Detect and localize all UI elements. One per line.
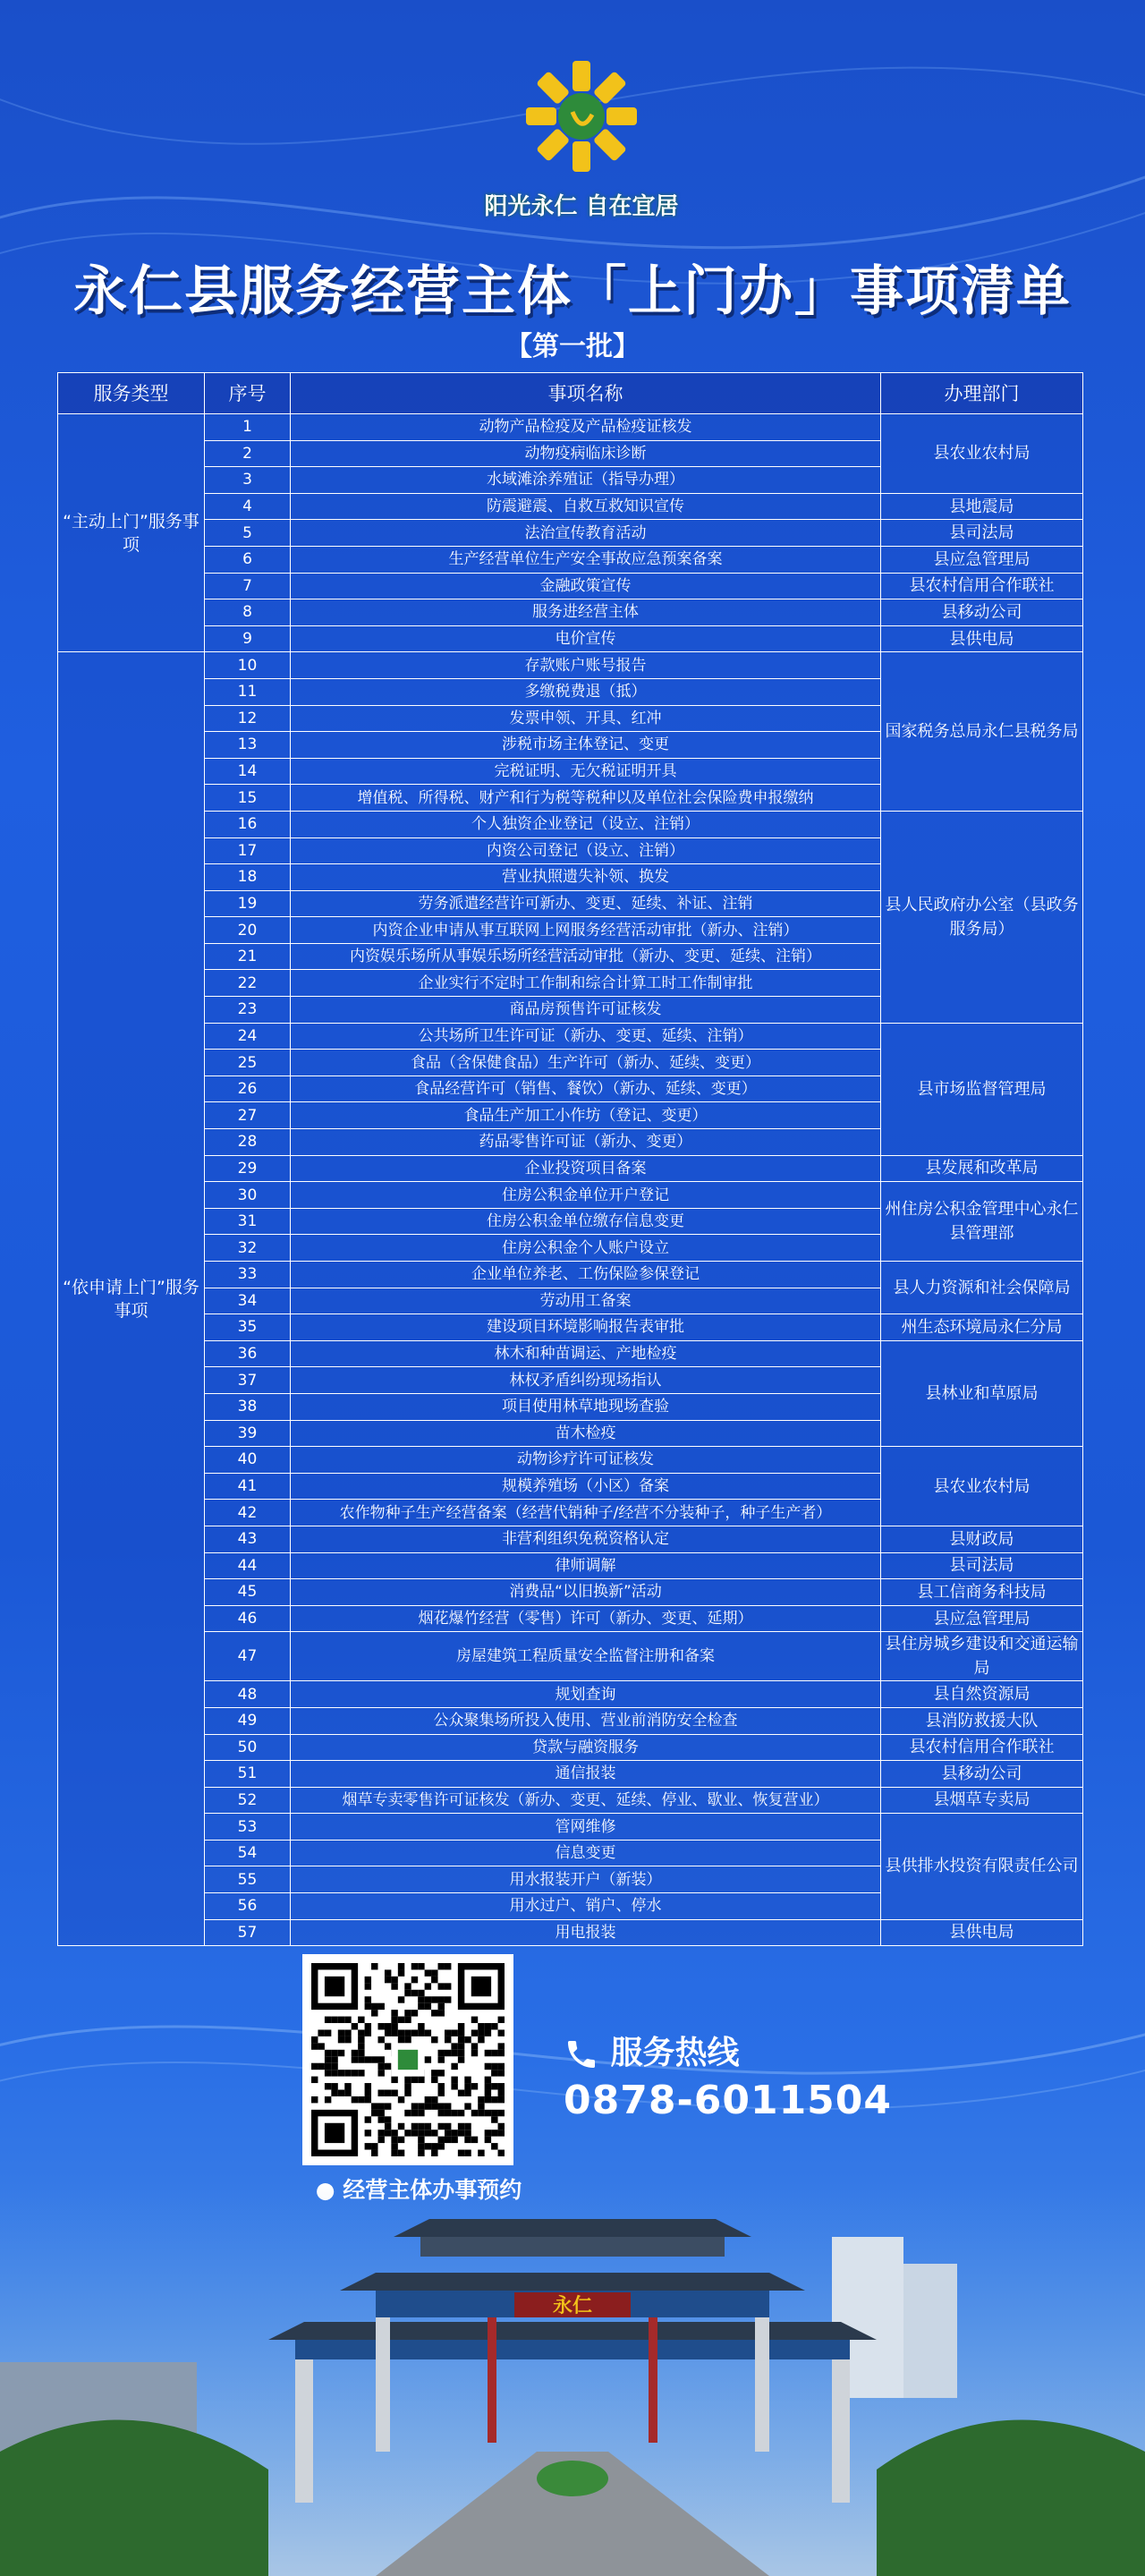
- hotline-label: [564, 2028, 740, 2073]
- table-row: [58, 1814, 1083, 1841]
- department-cell: 县农业农村局: [881, 414, 1083, 494]
- building: [903, 2264, 957, 2398]
- item-name: 建设项目环境影响报告表审批: [291, 1314, 881, 1341]
- item-name: 林权矛盾纠纷现场指认: [291, 1367, 881, 1394]
- item-name: 管网维修: [291, 1814, 881, 1841]
- item-name: 住房公积金单位缴存信息变更: [291, 1208, 881, 1235]
- item-name: 非营利组织免税资格认定: [291, 1526, 881, 1552]
- table-row: [58, 1919, 1083, 1946]
- row-number: 1: [205, 414, 291, 441]
- row-number: 38: [205, 1393, 291, 1420]
- row-number: 13: [205, 732, 291, 759]
- item-name: 企业投资项目备案: [291, 1155, 881, 1182]
- row-number: 22: [205, 970, 291, 997]
- item-name: 烟花爆竹经营（零售）许可（新办、变更、延期）: [291, 1605, 881, 1632]
- table-row: [58, 414, 1083, 441]
- hotline-label-text: 服务热线: [610, 2035, 740, 2071]
- row-number: 7: [205, 573, 291, 599]
- item-name: 通信报装: [291, 1761, 881, 1788]
- row-number: 44: [205, 1552, 291, 1579]
- phone-icon: [564, 2036, 599, 2072]
- item-name: 用水过户、销户、停水: [291, 1893, 881, 1920]
- department-cell: 县人民政府办公室（县政务服务局）: [881, 811, 1083, 1023]
- table-row: [58, 1787, 1083, 1814]
- table-row: [58, 1707, 1083, 1734]
- item-name: 内资娱乐场所从事娱乐场所经营活动审批（新办、变更、延续、注销）: [291, 943, 881, 970]
- department-cell: 县农村信用合作联社: [881, 1734, 1083, 1761]
- header-item-name: 事项名称: [291, 373, 881, 414]
- service-table: [57, 372, 1083, 1946]
- row-number: 14: [205, 758, 291, 785]
- row-number: 45: [205, 1579, 291, 1606]
- department-cell: 县移动公司: [881, 1761, 1083, 1788]
- item-name: 农作物种子生产经营备案（经营代销种子/经营不分装种子，种子生产者）: [291, 1500, 881, 1526]
- item-name: 多缴税费退（抵）: [291, 678, 881, 705]
- department-cell: 县自然资源局: [881, 1681, 1083, 1708]
- item-name: 食品生产加工小作坊（登记、变更）: [291, 1102, 881, 1129]
- row-number: 50: [205, 1734, 291, 1761]
- row-number: 30: [205, 1182, 291, 1209]
- department-cell: 县人力资源和社会保障局: [881, 1262, 1083, 1314]
- department-cell: 县消防救援大队: [881, 1707, 1083, 1734]
- table-row: [58, 1314, 1083, 1341]
- table-row: [58, 573, 1083, 599]
- table-row: [58, 1761, 1083, 1788]
- table-row: [58, 625, 1083, 652]
- row-number: 18: [205, 864, 291, 891]
- table-row: [58, 1023, 1083, 1050]
- department-cell: 县市场监督管理局: [881, 1023, 1083, 1155]
- table-row: [58, 811, 1083, 837]
- row-number: 56: [205, 1893, 291, 1920]
- service-table-container: [57, 372, 1082, 1946]
- row-number: 53: [205, 1814, 291, 1841]
- department-cell: 县应急管理局: [881, 546, 1083, 573]
- row-number: 52: [205, 1787, 291, 1814]
- row-number: 31: [205, 1208, 291, 1235]
- header-number: 序号: [205, 373, 291, 414]
- item-name: 动物产品检疫及产品检疫证核发: [291, 414, 881, 441]
- department-cell: 县工信商务科技局: [881, 1579, 1083, 1606]
- row-number: 21: [205, 943, 291, 970]
- table-header-row: [58, 373, 1083, 414]
- item-name: 消费品“以旧换新”活动: [291, 1579, 881, 1606]
- item-name: 劳动用工备案: [291, 1288, 881, 1314]
- row-number: 11: [205, 678, 291, 705]
- row-number: 19: [205, 890, 291, 917]
- item-name: 规模养殖场（小区）备案: [291, 1473, 881, 1500]
- item-name: 住房公积金单位开户登记: [291, 1182, 881, 1209]
- item-name: 食品经营许可（销售、餐饮）（新办、延续、变更）: [291, 1075, 881, 1102]
- item-name: 企业实行不定时工作制和综合计算工时工作制审批: [291, 970, 881, 997]
- row-number: 39: [205, 1420, 291, 1447]
- row-number: 2: [205, 440, 291, 467]
- row-number: 23: [205, 997, 291, 1024]
- table-row: [58, 520, 1083, 547]
- item-name: 住房公积金个人账户设立: [291, 1235, 881, 1262]
- table-row: [58, 1526, 1083, 1552]
- item-name: 贷款与融资服务: [291, 1734, 881, 1761]
- item-name: 房屋建筑工程质量安全监督注册和备案: [291, 1632, 881, 1681]
- item-name: 涉税市场主体登记、变更: [291, 732, 881, 759]
- table-row: [58, 1182, 1083, 1209]
- row-number: 42: [205, 1500, 291, 1526]
- row-number: 26: [205, 1075, 291, 1102]
- sunflower-icon: [474, 54, 689, 188]
- table-row: [58, 1447, 1083, 1474]
- row-number: 15: [205, 785, 291, 812]
- gate-plaque: 永仁: [552, 2294, 593, 2317]
- row-number: 49: [205, 1707, 291, 1734]
- row-number: 4: [205, 493, 291, 520]
- item-name: 动物诊疗许可证核发: [291, 1447, 881, 1474]
- row-number: 48: [205, 1681, 291, 1708]
- row-number: 12: [205, 705, 291, 732]
- item-name: 用电报装: [291, 1919, 881, 1946]
- row-number: 20: [205, 917, 291, 944]
- department-cell: 县司法局: [881, 1552, 1083, 1579]
- item-name: 内资企业申请从事互联网上网服务经营活动审批（新办、注销）: [291, 917, 881, 944]
- row-number: 32: [205, 1235, 291, 1262]
- department-cell: 县林业和草原局: [881, 1340, 1083, 1446]
- item-name: 发票申领、开具、红冲: [291, 705, 881, 732]
- item-name: 劳务派遣经营许可新办、变更、延续、补证、注销: [291, 890, 881, 917]
- row-number: 37: [205, 1367, 291, 1394]
- row-number: 3: [205, 467, 291, 494]
- department-cell: 县农村信用合作联社: [881, 573, 1083, 599]
- item-name: 项目使用林草地现场查验: [291, 1393, 881, 1420]
- logo-slogan: 阳光永仁 自在宜居: [484, 193, 679, 220]
- item-name: 规划查询: [291, 1681, 881, 1708]
- item-name: 服务进经营主体: [291, 599, 881, 626]
- page-title: 永仁县服务经营主体「上门办」事项清单: [73, 260, 1072, 323]
- item-name: 企业单位养老、工伤保险参保登记: [291, 1262, 881, 1288]
- department-cell: 县发展和改革局: [881, 1155, 1083, 1182]
- item-name: 增值税、所得税、财产和行为税等税种以及单位社会保险费申报缴纳: [291, 785, 881, 812]
- table-row: [58, 599, 1083, 626]
- item-name: 商品房预售许可证核发: [291, 997, 881, 1024]
- item-name: 律师调解: [291, 1552, 881, 1579]
- table-row: [58, 1552, 1083, 1579]
- row-number: 9: [205, 625, 291, 652]
- row-number: 8: [205, 599, 291, 626]
- item-name: 动物疫病临床诊断: [291, 440, 881, 467]
- item-name: 金融政策宣传: [291, 573, 881, 599]
- table-row: [58, 493, 1083, 520]
- item-name: 生产经营单位生产安全事故应急预案备案: [291, 546, 881, 573]
- row-number: 10: [205, 652, 291, 679]
- table-row: [58, 1155, 1083, 1182]
- row-number: 47: [205, 1632, 291, 1681]
- table-row: [58, 1632, 1083, 1681]
- department-cell: 县住房城乡建设和交通运输局: [881, 1632, 1083, 1681]
- department-cell: 州生态环境局永仁分局: [881, 1314, 1083, 1341]
- row-number: 57: [205, 1919, 291, 1946]
- row-number: 34: [205, 1288, 291, 1314]
- row-number: 6: [205, 546, 291, 573]
- table-row: [58, 546, 1083, 573]
- item-name: 法治宣传教育活动: [291, 520, 881, 547]
- row-number: 29: [205, 1155, 291, 1182]
- item-name: 公共场所卫生许可证（新办、变更、延续、注销）: [291, 1023, 881, 1050]
- row-number: 55: [205, 1866, 291, 1893]
- row-number: 54: [205, 1840, 291, 1866]
- item-name: 烟草专卖零售许可证核发（新办、变更、延续、停业、歇业、恢复营业）: [291, 1787, 881, 1814]
- item-name: 信息变更: [291, 1840, 881, 1866]
- hotline-number[interactable]: 0878-6011504: [564, 2078, 893, 2123]
- department-cell: 国家税务总局永仁县税务局: [881, 652, 1083, 812]
- table-row: [58, 1340, 1083, 1367]
- item-name: 电价宣传: [291, 625, 881, 652]
- item-name: 内资公司登记（设立、注销）: [291, 837, 881, 864]
- row-number: 46: [205, 1605, 291, 1632]
- item-name: 林木和种苗调运、产地检疫: [291, 1340, 881, 1367]
- page-subtitle: 【第一批】: [505, 331, 640, 362]
- department-cell: 县烟草专卖局: [881, 1787, 1083, 1814]
- table-body: [58, 414, 1083, 1946]
- row-number: 40: [205, 1447, 291, 1474]
- county-logo: [474, 54, 689, 233]
- item-name: 个人独资企业登记（设立、注销）: [291, 811, 881, 837]
- department-cell: 县农业农村局: [881, 1447, 1083, 1526]
- item-name: 防震避震、自救互救知识宣传: [291, 493, 881, 520]
- row-number: 36: [205, 1340, 291, 1367]
- item-name: 用水报装开户（新装）: [291, 1866, 881, 1893]
- qr-code-icon: [311, 1963, 505, 2156]
- town-gate-scene: [0, 2183, 1145, 2576]
- department-cell: 县供电局: [881, 625, 1083, 652]
- table-row: [58, 1262, 1083, 1288]
- table-row: [58, 1579, 1083, 1606]
- header-department: 办理部门: [881, 373, 1083, 414]
- table-row: [58, 1734, 1083, 1761]
- item-name: 食品（含保健食品）生产许可（新办、延续、变更）: [291, 1050, 881, 1076]
- row-number: 33: [205, 1262, 291, 1288]
- department-cell: 县供电局: [881, 1919, 1083, 1946]
- department-cell: 县供排水投资有限责任公司: [881, 1814, 1083, 1919]
- department-cell: 县应急管理局: [881, 1605, 1083, 1632]
- header-service-type: 服务类型: [58, 373, 205, 414]
- planter: [537, 2461, 608, 2496]
- department-cell: 县移动公司: [881, 599, 1083, 626]
- row-number: 25: [205, 1050, 291, 1076]
- item-name: 存款账户账号报告: [291, 652, 881, 679]
- table-row: [58, 1605, 1083, 1632]
- item-name: 营业执照遗失补领、换发: [291, 864, 881, 891]
- item-name: 完税证明、无欠税证明开具: [291, 758, 881, 785]
- item-name: 水域滩涂养殖证（指导办理）: [291, 467, 881, 494]
- row-number: 17: [205, 837, 291, 864]
- department-cell: 县司法局: [881, 520, 1083, 547]
- item-name: 公众聚集场所投入使用、营业前消防安全检查: [291, 1707, 881, 1734]
- row-number: 35: [205, 1314, 291, 1341]
- department-cell: 县财政局: [881, 1526, 1083, 1552]
- item-name: 苗木检疫: [291, 1420, 881, 1447]
- row-number: 16: [205, 811, 291, 837]
- row-number: 27: [205, 1102, 291, 1129]
- service-type-cell: “主动上门”服务事项: [58, 414, 205, 652]
- item-name: 药品零售许可证（新办、变更）: [291, 1129, 881, 1156]
- row-number: 28: [205, 1129, 291, 1156]
- table-row: [58, 1681, 1083, 1708]
- qr-code[interactable]: [302, 1954, 513, 2165]
- department-cell: 县地震局: [881, 493, 1083, 520]
- row-number: 5: [205, 520, 291, 547]
- row-number: 24: [205, 1023, 291, 1050]
- table-row: [58, 652, 1083, 679]
- row-number: 51: [205, 1761, 291, 1788]
- service-type-cell: “依申请上门”服务事项: [58, 652, 205, 1946]
- row-number: 41: [205, 1473, 291, 1500]
- row-number: 43: [205, 1526, 291, 1552]
- department-cell: 州住房公积金管理中心永仁县管理部: [881, 1182, 1083, 1262]
